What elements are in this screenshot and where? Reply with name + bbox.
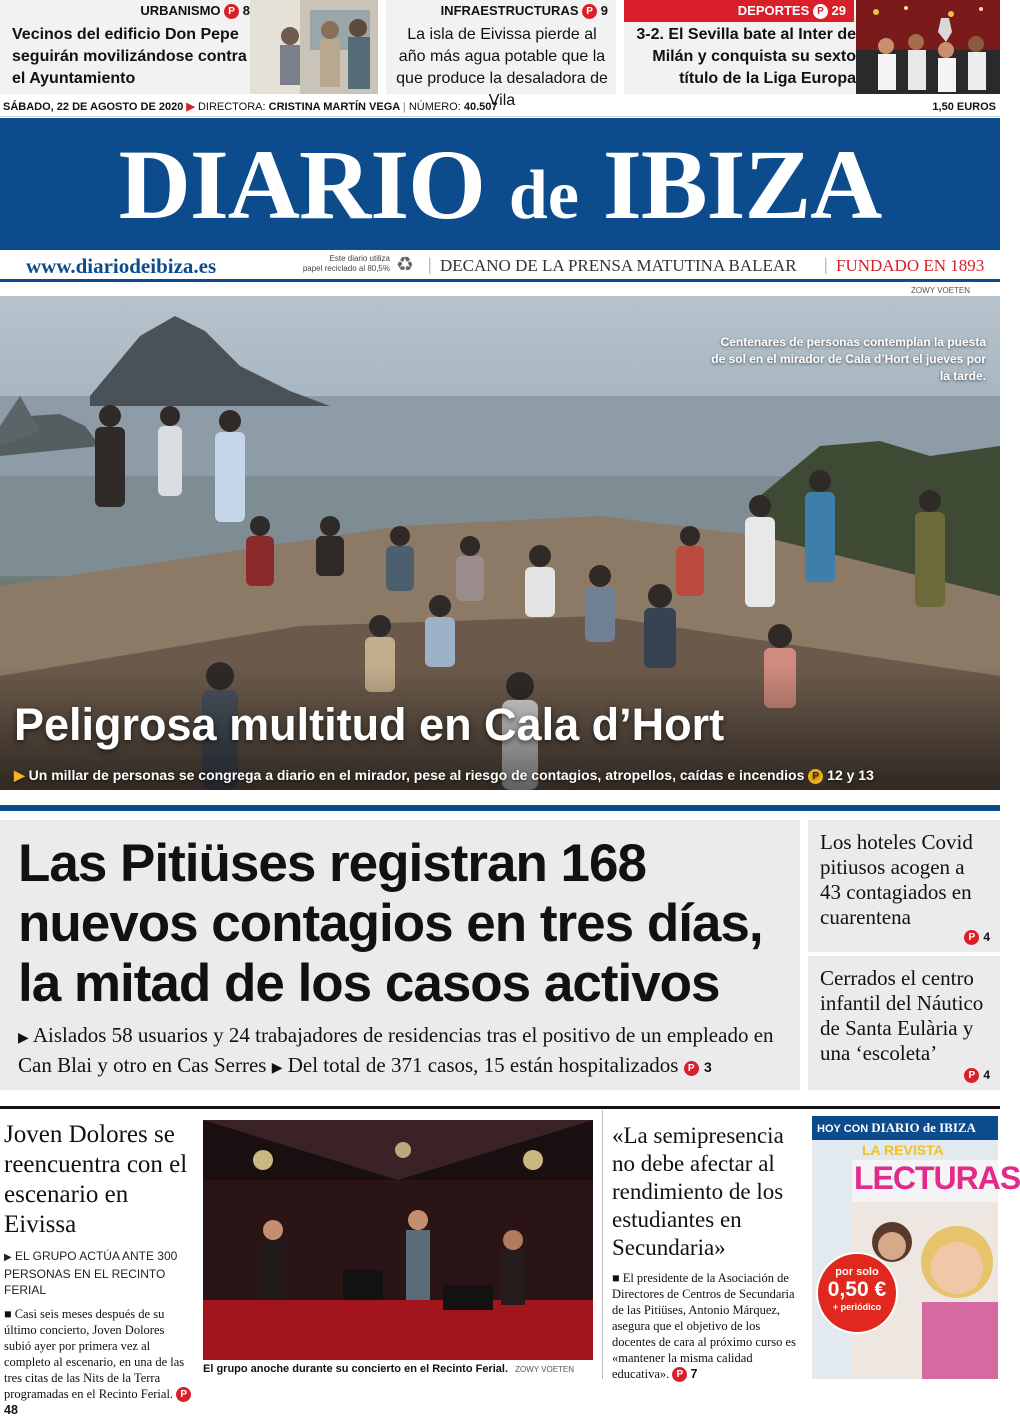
teaser-photo <box>250 0 378 94</box>
teaser-page: 29 <box>831 3 846 18</box>
divider <box>0 1106 1000 1109</box>
page-icon: P <box>684 1061 699 1076</box>
concert-photo <box>203 1120 593 1360</box>
arrow-right-icon: ▶ <box>4 1252 12 1263</box>
column-divider <box>602 1110 603 1379</box>
price-suffix: + periódico <box>832 1302 882 1312</box>
magazine-name: LECTURAS <box>854 1160 1020 1196</box>
page-icon: P <box>582 4 597 19</box>
website-link[interactable]: www.diariodeibiza.es <box>26 254 217 278</box>
hero-subheadline <box>14 766 874 784</box>
hero-headline[interactable]: Peligrosa multitud en Cala d’Hort <box>14 699 725 750</box>
recycled-line-1: Este diario utiliza <box>329 254 390 263</box>
motto: DECANO DE LA PRENSA MATUTINA BALEAR <box>440 256 797 275</box>
concert-headline[interactable]: Joven Dolores se reencuentra con el escenario en Eivissa <box>4 1121 188 1238</box>
page-icon: P <box>176 1387 191 1402</box>
square-bullet-icon: ■ <box>4 1307 12 1321</box>
teaser-photo <box>856 0 1000 94</box>
teaser-section: INFRAESTRUCTURAS <box>440 3 579 18</box>
masthead-subbar: www.diariodeibiza.es Este diario utiliza papel reciclado al 80,5% ♻ | DECANO DE LA PRENSA MATUTINA BALEAR | FUNDADO EN 1893 <box>0 252 1000 282</box>
main-sub-b: Del total de 371 casos, 15 están hospitalizados <box>287 1053 679 1077</box>
director-label: DIRECTORA: <box>197 101 266 113</box>
arrow-right-icon: ▶ <box>271 1061 283 1076</box>
teaser-headline: La isla de Eivissa pierde al año más agua potable que la que produce la desaladora de Vila <box>396 26 608 109</box>
page-icon: P <box>813 4 828 19</box>
promo-today-with: HOY CON <box>817 1123 869 1135</box>
teaser-page: 9 <box>600 3 608 18</box>
main-story[interactable] <box>0 820 800 1090</box>
teaser-page: 8 <box>242 3 250 18</box>
photo-credit: ZOWY VOETEN <box>515 1365 575 1374</box>
issue-number: 40.507 <box>463 101 498 113</box>
main-headline[interactable]: Las Pitiüses registran 168 nuevos contagios en tres días, la mitad de los casos activos <box>18 834 763 1013</box>
side-page-ref <box>964 1066 990 1084</box>
teaser-headline: 3-2. El Sevilla bate al Inter de Milán y conquista su sexto título de la Liga Europa <box>636 26 856 87</box>
side-story-2[interactable] <box>808 956 1000 1090</box>
page-icon: P <box>964 1068 979 1083</box>
masthead-title-word-2: de <box>508 157 579 234</box>
main-subheadline <box>18 1022 788 1082</box>
price-prefix: por solo <box>835 1266 879 1278</box>
teaser-headline: Vecinos del edificio Don Pepe seguirán movilizándose contra el Ayuntamiento <box>12 26 247 87</box>
side-page: 4 <box>983 930 990 944</box>
page-icon: P <box>672 1367 687 1382</box>
square-bullet-icon: ■ <box>612 1271 620 1285</box>
concert-page: 48 <box>4 1403 18 1417</box>
edition-date: SÁBADO, 22 DE AGOSTO DE 2020 ▶ DIRECTORA: CRISTINA MARTÍN VEGA | NÚMERO: 40.507 <box>3 101 498 113</box>
arrow-right-icon: ▶ <box>14 767 25 783</box>
recycle-icon: ♻ <box>396 254 414 276</box>
recycled-line-2: papel reciclado al 80,5% <box>302 264 390 273</box>
side-page-ref <box>964 928 990 946</box>
side-page: 4 <box>983 1068 990 1082</box>
page-icon: P <box>224 4 239 19</box>
price: 1,50 EUROS <box>932 101 996 113</box>
divider <box>0 805 1000 811</box>
price-badge <box>816 1252 898 1334</box>
promo-brand: DIARIO de IBIZA <box>871 1120 976 1135</box>
hero-caption: Centenares de personas contemplan la puesta de sol en el mirador de Cala d’Hort el jueves por la tarde. <box>711 335 986 383</box>
teaser-deportes[interactable] <box>624 0 1000 94</box>
arrow-right-icon: ▶ <box>18 1031 29 1046</box>
masthead-title-word-1: DIARIO <box>118 129 485 240</box>
director-name: CRISTINA MARTÍN VEGA <box>268 101 400 113</box>
side-headline[interactable]: Los hoteles Covid pitiusos acogen a 43 contagiados en cuarentena <box>820 830 973 929</box>
date-text: SÁBADO, 22 DE AGOSTO DE 2020 <box>3 101 184 113</box>
hero-photo-credit: ZOWY VOETEN <box>911 286 970 295</box>
education-headline[interactable]: «La semipresencia no debe afectar al rendimiento de los estudiantes en Secundaria» <box>612 1123 784 1260</box>
concert-kicker <box>4 1248 194 1298</box>
main-sub-a: Aislados 58 usuarios y 24 trabajadores de residencias tras el positivo de un empleado en Can Blai y otro en Cas Serres <box>18 1023 774 1077</box>
masthead-title <box>0 130 1000 251</box>
teaser-section-header <box>624 0 854 22</box>
concert-body <box>4 1306 194 1418</box>
teaser-section-header <box>0 0 258 22</box>
promo-header <box>812 1116 998 1140</box>
promo-magazine-label: LA REVISTA <box>862 1142 944 1158</box>
concert-photo-caption <box>203 1362 593 1377</box>
teaser-section-header <box>386 0 616 22</box>
page-icon: P <box>808 769 823 784</box>
concert-body-text: Casi seis meses después de su último concierto, Joven Dolores subió ayer por primera vez al completo al escenario, en una de las tres citas de las Nits de la Terra programadas en el Recinto Ferial. <box>4 1307 185 1401</box>
page-icon: P <box>964 930 979 945</box>
education-body <box>612 1270 802 1382</box>
education-story[interactable] <box>612 1122 802 1381</box>
promo-price: 0,50 € <box>827 1278 887 1301</box>
concert-kicker-text: EL GRUPO ACTÚA ANTE 300 PERSONAS EN EL RECINTO FERIAL <box>4 1249 178 1297</box>
magazine-promo[interactable] <box>812 1116 1020 1379</box>
education-body-text: El presidente de la Asociación de Directores de Centros de Secundaria de las Pitiüses, Antonio Márquez, asegura que el objetivo de los docentes de cara al próximo curso es «mantener la misma calidad educativa». <box>612 1271 796 1381</box>
teaser-section: DEPORTES <box>737 3 810 18</box>
education-page: 7 <box>690 1367 698 1381</box>
side-headline[interactable]: Cerrados el centro infantil del Náutico de Santa Eulària y una ‘escoleta’ <box>820 966 984 1065</box>
number-label: NÚMERO: <box>408 101 461 113</box>
edition-info-bar <box>0 97 1000 117</box>
hero-subheadline-text: Un millar de personas se congrega a diario en el mirador, pese al riesgo de contagios, atropellos, caídas e incendios <box>28 767 805 783</box>
recycled-note <box>284 254 390 274</box>
main-page: 3 <box>703 1059 712 1075</box>
hero-story[interactable] <box>0 296 1000 790</box>
masthead-title-word-3: IBIZA <box>602 129 882 240</box>
photo-caption-text: El grupo anoche durante su concierto en el Recinto Ferial. <box>203 1363 509 1375</box>
hero-pages: 12 y 13 <box>827 767 874 783</box>
founded: FUNDADO EN 1893 <box>836 256 985 275</box>
teaser-section: URBANISMO <box>140 3 221 18</box>
teaser-urbanismo[interactable] <box>0 0 378 94</box>
arrow-right-icon: ▶ <box>186 101 195 113</box>
side-story-1[interactable] <box>808 820 1000 952</box>
concert-story[interactable] <box>4 1120 194 1417</box>
masthead[interactable] <box>0 118 1000 250</box>
